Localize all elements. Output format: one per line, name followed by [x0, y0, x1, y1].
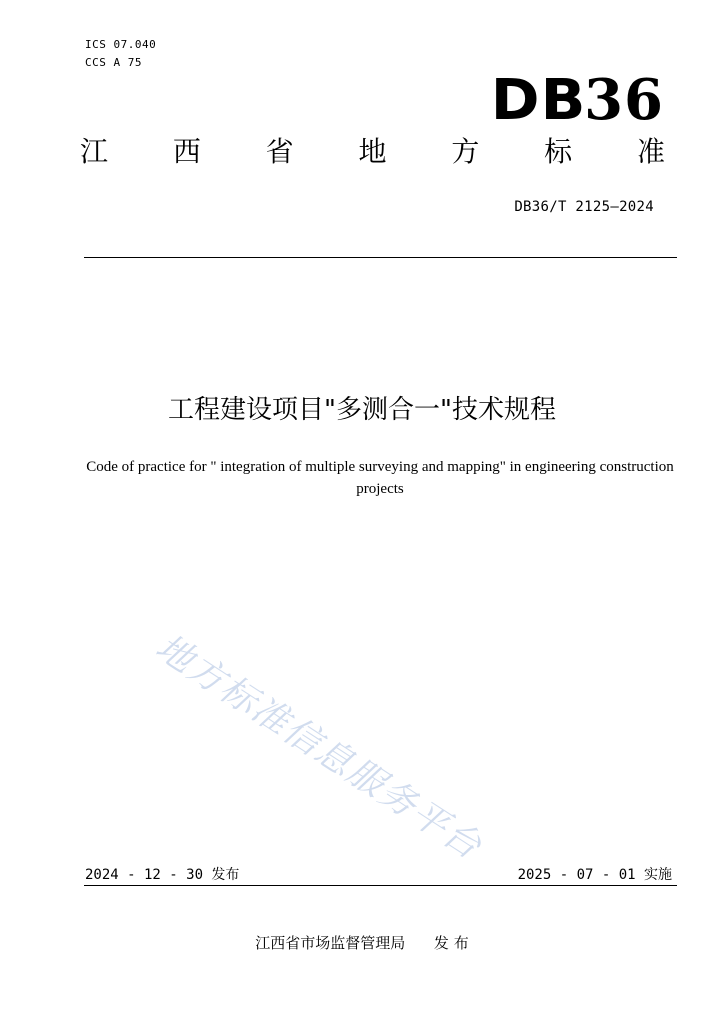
- standard-category-title: [80, 135, 665, 168]
- document-title-chinese: 工程建设项目"多测合一"技术规程: [168, 395, 556, 425]
- ccs-code: CCS A 75: [85, 56, 142, 69]
- standard-category-char: 江: [80, 135, 109, 168]
- standard-category-char: 准: [636, 135, 665, 168]
- publisher-line: [0, 932, 724, 953]
- publish-date: 2024 - 12 - 30 发布: [85, 867, 240, 883]
- standard-number: DB36/T 2125—2024: [514, 199, 654, 215]
- standard-category-char: 地: [358, 135, 387, 168]
- publisher-name: 江西省市场监督管理局: [255, 934, 406, 952]
- implementation-date: 2025 - 07 - 01 实施: [517, 867, 672, 883]
- standard-category-char: 省: [265, 135, 294, 168]
- standard-category-char: 方: [451, 135, 480, 168]
- db36-logo: [490, 67, 664, 133]
- bottom-divider: [84, 885, 677, 886]
- logo-number-text: 36: [584, 67, 664, 133]
- standard-category-char: 标: [544, 135, 573, 168]
- document-title-english: Code of practice for " integration of multiple surveying and mapping" in engineering construction projects: [86, 459, 674, 497]
- publish-label: 发 布: [433, 934, 469, 952]
- ics-code: ICS 07.040: [85, 38, 157, 51]
- standard-category-char: 西: [172, 135, 201, 168]
- watermark: 地方标准信息服务平台: [148, 626, 490, 869]
- logo-db-text: DB: [490, 68, 587, 133]
- top-divider: [84, 257, 677, 258]
